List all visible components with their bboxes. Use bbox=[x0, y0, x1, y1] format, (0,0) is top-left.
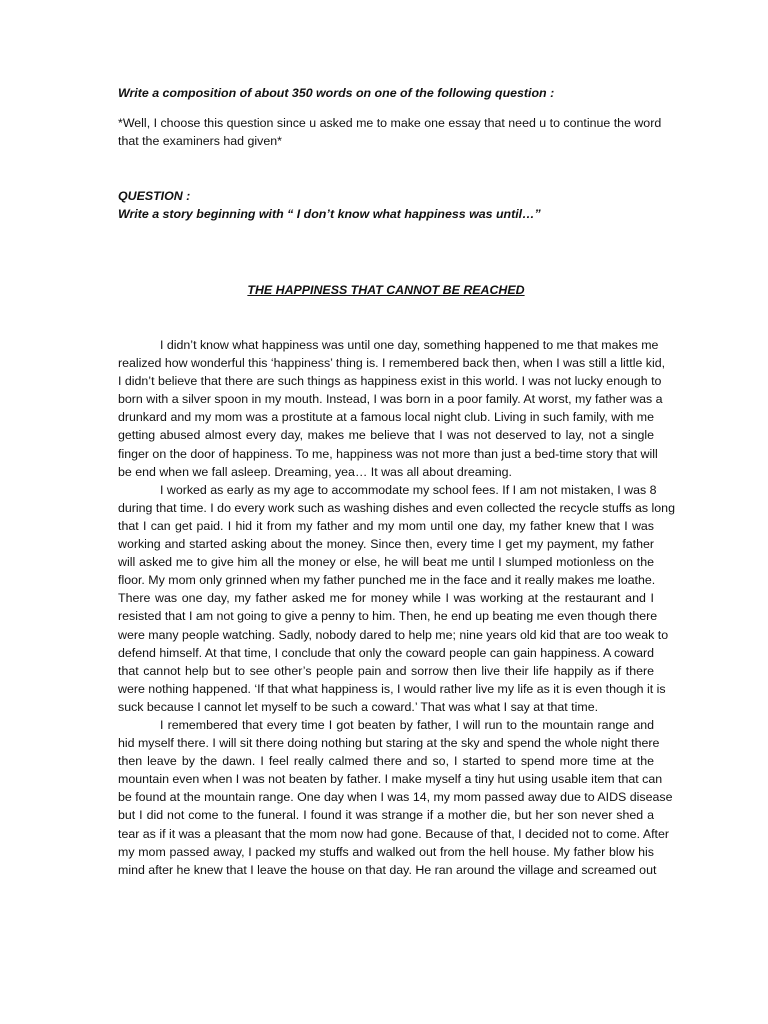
essay-line: I didn’t believe that there are such things as happiness exist in this world. I was not lucky enough to bbox=[118, 374, 662, 389]
essay-line: that I can get paid. I hid it from my father and my mom until one day, my father knew that I was bbox=[118, 518, 654, 533]
essay-line: were many people watching. Sadly, nobody dared to help me; nine years old kid that are too weak to bbox=[118, 627, 669, 642]
essay-line: I didn’t know what happiness was until one day, something happened to me that makes me bbox=[160, 338, 659, 352]
essay-line: finger on the door of happiness. To me, happiness was not more than just a bed-time story that will bbox=[118, 446, 658, 461]
essay-line: suck because I cannot let myself to be such a coward.’ That was what I say at that time. bbox=[118, 699, 599, 714]
essay-line: hid myself there. I will sit there doing nothing but staring at the sky and spend the whole night there bbox=[118, 736, 660, 751]
essay-line: mind after he knew that I leave the house on that day. He ran around the village and screamed out bbox=[118, 862, 657, 877]
document-page bbox=[118, 84, 675, 879]
essay-line: then leave by the dawn. I feel really calmed there and so, I started to spend more time at the bbox=[118, 754, 654, 769]
essay-line: defend himself. At that time, I conclude that only the coward people can gain happiness. A coward bbox=[118, 645, 654, 660]
essay-line: that cannot help but to see other’s people pain and sorrow then live their life happily as if there bbox=[118, 663, 654, 678]
essay-body bbox=[118, 336, 675, 879]
essay-line: were nothing happened. ‘If that what happiness is, I would rather live my life as it is even though it is bbox=[118, 681, 666, 696]
question-text: Write a story beginning with “ I don’t know what happiness was until…” bbox=[118, 207, 541, 221]
essay-paragraph-1 bbox=[118, 336, 666, 481]
essay-paragraph-2 bbox=[118, 481, 675, 716]
note-line: that the examiners had given* bbox=[118, 134, 282, 148]
essay-line: resisted that I am not going to give a penny to him. Then, he end up beating me even though there bbox=[118, 609, 658, 624]
student-note bbox=[118, 114, 662, 150]
essay-line: tear as if it was a pleasant that the mom now had gone. Because of that, I decided not to come. After bbox=[118, 826, 670, 841]
essay-paragraph-3 bbox=[118, 716, 673, 879]
essay-line: There was one day, my father asked me for money while I was working at the restaurant and I bbox=[118, 591, 654, 606]
essay-line: I remembered that every time I got beaten by father, I will run to the mountain range and bbox=[160, 717, 654, 732]
essay-line: will asked me to give him all the money or else, he will beat me until I slumped motionless on the bbox=[118, 555, 654, 570]
essay-line: mountain even when I was not beaten by father. I make myself a tiny hut using usable item that can bbox=[118, 772, 663, 787]
note-line: *Well, I choose this question since u asked me to make one essay that need u to continue the word bbox=[118, 116, 662, 130]
essay-line: my mom passed away, I packed my stuffs and walked out from the hell house. My father blow his bbox=[118, 844, 654, 859]
essay-line: drunkard and my mom was a prostitute at a famous local night club. Living in such family, with me bbox=[118, 410, 654, 425]
essay-line: floor. My mom only grinned when my father punched me in the face and it really makes me loathe. bbox=[118, 573, 656, 588]
essay-line: working and started asking about the money. Since then, every time I get my payment, my father bbox=[118, 537, 654, 552]
essay-line: I worked as early as my age to accommodate my school fees. If I am not mistaken, I was 8 bbox=[160, 482, 657, 497]
essay-line: getting abused almost every day, makes me believe that I was not deserved to lay, not a single bbox=[118, 428, 654, 443]
essay-line: born with a silver spoon in my mouth. Instead, I was born in a poor family. At worst, my father was a bbox=[118, 392, 663, 407]
essay-line: be found at the mountain range. One day when I was 14, my mom passed away due to AIDS disease bbox=[118, 790, 673, 805]
essay-line: realized how wonderful this ‘happiness’ thing is. I remembered back then, when I was still a little kid, bbox=[118, 356, 666, 371]
essay-title: THE HAPPINESS THAT CANNOT BE REACHED bbox=[247, 283, 525, 297]
question-label: QUESTION : bbox=[118, 189, 191, 203]
essay-line: during that time. I do every work such as washing dishes and even collected the recycle stuffs as long bbox=[118, 500, 675, 515]
essay-line: but I did not come to the funeral. I found it was strange if a mother die, but her son never shed a bbox=[118, 808, 654, 823]
essay-line: be end when we fall asleep. Dreaming, yea… It was all about dreaming. bbox=[118, 464, 512, 479]
assignment-instruction: Write a composition of about 350 words on one of the following question : bbox=[118, 86, 555, 100]
